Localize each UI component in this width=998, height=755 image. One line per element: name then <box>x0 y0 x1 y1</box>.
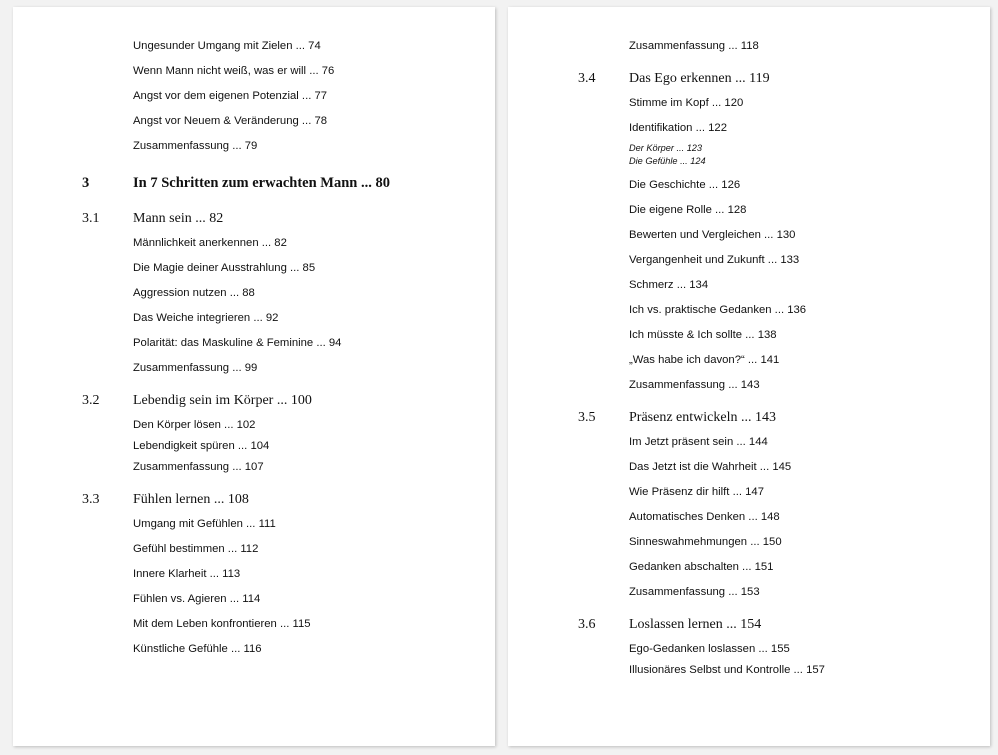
toc-entry-label: Zusammenfassung ... 118 <box>629 40 759 52</box>
toc-entry-label: Den Körper lösen ... 102 <box>133 419 256 431</box>
toc-entry[interactable] <box>82 440 481 453</box>
toc-subentry-label: Die Gefühle ... 124 <box>629 156 706 166</box>
toc-entry[interactable] <box>578 204 976 217</box>
toc-section[interactable] <box>578 410 976 426</box>
toc-entry[interactable] <box>82 543 481 556</box>
toc-entry[interactable] <box>82 568 481 581</box>
toc-entry-label: Das Jetzt ist die Wahrheit ... 145 <box>629 461 792 473</box>
toc-entry[interactable] <box>578 179 976 192</box>
toc-entry-label: Ungesunder Umgang mit Zielen ... 74 <box>133 40 321 52</box>
toc-entry-label: Männlichkeit anerkennen ... 82 <box>133 237 287 249</box>
toc-section-label: Fühlen lernen ... 108 <box>133 492 249 507</box>
toc-section-number: 3.4 <box>578 71 596 86</box>
toc-entry-label: Innere Klarheit ... 113 <box>133 568 241 580</box>
toc-section[interactable] <box>82 393 481 409</box>
toc-entry[interactable] <box>578 486 976 499</box>
toc-entry[interactable] <box>82 65 481 78</box>
toc-entry[interactable] <box>82 287 481 300</box>
toc-entry-label: Fühlen vs. Agieren ... 114 <box>133 593 261 605</box>
toc-entry[interactable] <box>578 561 976 574</box>
toc-entry-label: Angst vor Neuem & Veränderung ... 78 <box>133 115 328 127</box>
toc-entry[interactable] <box>578 461 976 474</box>
page-left-body <box>13 7 495 746</box>
toc-entry-label: Automatisches Denken ... 148 <box>629 511 780 523</box>
toc-section-number: 3.3 <box>82 492 100 507</box>
toc-entry-label: Sinneswahmehmungen ... 150 <box>629 536 782 548</box>
toc-entry-label: Polarität: das Maskuline & Feminine ... 94 <box>133 337 342 349</box>
toc-entry-label: Lebendigkeit spüren ... 104 <box>133 440 270 452</box>
toc-entry-label: „Was habe ich davon?“ ... 141 <box>629 354 780 366</box>
toc-entry-label: Stimme im Kopf ... 120 <box>629 97 744 109</box>
toc-entry[interactable] <box>82 643 481 656</box>
toc-entry[interactable] <box>578 354 976 367</box>
toc-entry[interactable] <box>578 511 976 524</box>
toc-entry[interactable] <box>578 436 976 449</box>
toc-section-number: 3.5 <box>578 410 596 425</box>
toc-section[interactable] <box>578 71 976 87</box>
toc-entry[interactable] <box>578 97 976 110</box>
toc-entry[interactable] <box>82 618 481 631</box>
toc-entry[interactable] <box>82 140 481 153</box>
toc-chapter-label: In 7 Schritten zum erwachten Mann ... 80 <box>133 175 390 191</box>
toc-entry-label: Ich vs. praktische Gedanken ... 136 <box>629 304 807 316</box>
toc-entry[interactable] <box>82 90 481 103</box>
toc-entry[interactable] <box>578 536 976 549</box>
toc-entry-label: Identifikation ... 122 <box>629 122 727 134</box>
toc-chapter[interactable] <box>82 175 481 191</box>
toc-entry-label: Wie Präsenz dir hilft ... 147 <box>629 486 764 498</box>
toc-section-label: Das Ego erkennen ... 119 <box>629 71 770 86</box>
toc-entry-label: Wenn Mann nicht weiß, was er will ... 76 <box>133 65 335 77</box>
toc-section-number: 3.2 <box>82 393 100 408</box>
toc-entry-label: Gefühl bestimmen ... 112 <box>133 543 259 555</box>
toc-entry-label: Vergangenheit und Zukunft ... 133 <box>629 254 800 266</box>
toc-entry[interactable] <box>578 279 976 292</box>
page-left <box>13 7 495 746</box>
toc-chapter-number: 3 <box>82 175 90 191</box>
toc-section-number: 3.1 <box>82 211 100 226</box>
toc-entry[interactable] <box>578 379 976 392</box>
toc-entry[interactable] <box>578 304 976 317</box>
toc-entry-label: Die Magie deiner Ausstrahlung ... 85 <box>133 262 316 274</box>
toc-entry-label: Die eigene Rolle ... 128 <box>629 204 747 216</box>
toc-section[interactable] <box>82 492 481 508</box>
toc-entry-label: Ego-Gedanken loslassen ... 155 <box>629 643 790 655</box>
toc-entry-label: Gedanken abschalten ... 151 <box>629 561 774 573</box>
toc-subentry[interactable] <box>578 143 976 154</box>
toc-entry[interactable] <box>578 254 976 267</box>
toc-section-label: Präsenz entwickeln ... 143 <box>629 410 776 425</box>
toc-section[interactable] <box>578 617 976 633</box>
toc-subentry[interactable] <box>578 156 976 167</box>
toc-entry-label: Mit dem Leben konfrontieren ... 115 <box>133 618 311 630</box>
toc-entry[interactable] <box>82 115 481 128</box>
toc-list-left <box>82 40 481 668</box>
toc-entry[interactable] <box>82 461 481 474</box>
toc-section-label: Mann sein ... 82 <box>133 211 224 226</box>
toc-entry[interactable] <box>82 237 481 250</box>
toc-entry-label: Zusammenfassung ... 79 <box>133 140 258 152</box>
toc-entry-label: Ich müsste & Ich sollte ... 138 <box>629 329 777 341</box>
toc-subentry-label: Der Körper ... 123 <box>629 143 703 153</box>
toc-entry-label: Aggression nutzen ... 88 <box>133 287 255 299</box>
toc-entry-label: Zusammenfassung ... 153 <box>629 586 760 598</box>
toc-entry-label: Angst vor dem eigenen Potenzial ... 77 <box>133 90 328 102</box>
toc-entry[interactable] <box>82 593 481 606</box>
toc-entry-label: Umgang mit Gefühlen ... 111 <box>133 518 276 530</box>
toc-entry-label: Das Weiche integrieren ... 92 <box>133 312 279 324</box>
page-right-body <box>508 7 990 746</box>
toc-entry-label: Im Jetzt präsent sein ... 144 <box>629 436 768 448</box>
toc-entry[interactable] <box>578 122 976 135</box>
toc-entry[interactable] <box>82 262 481 275</box>
toc-entry-label: Illusionäres Selbst und Kontrolle ... 157 <box>629 664 825 676</box>
toc-section[interactable] <box>82 211 481 227</box>
toc-section-label: Loslassen lernen ... 154 <box>629 617 762 632</box>
toc-section-number: 3.6 <box>578 617 596 632</box>
toc-entry[interactable] <box>578 664 976 677</box>
toc-entry-label: Zusammenfassung ... 107 <box>133 461 264 473</box>
toc-entry-label: Bewerten und Vergleichen ... 130 <box>629 229 796 241</box>
toc-entry[interactable] <box>578 329 976 342</box>
toc-entry[interactable] <box>82 40 481 53</box>
toc-entry[interactable] <box>82 337 481 350</box>
toc-entry[interactable] <box>578 586 976 599</box>
toc-entry[interactable] <box>82 362 481 375</box>
toc-entry-label: Künstliche Gefühle ... 116 <box>133 643 262 655</box>
toc-entry-label: Zusammenfassung ... 99 <box>133 362 258 374</box>
toc-entry-label: Schmerz ... 134 <box>629 279 709 291</box>
toc-entry-label: Die Geschichte ... 126 <box>629 179 741 191</box>
page-right <box>508 7 990 746</box>
toc-entry[interactable] <box>82 419 481 432</box>
toc-entry[interactable] <box>578 643 976 656</box>
toc-list-right <box>578 40 976 685</box>
toc-entry[interactable] <box>82 312 481 325</box>
toc-entry[interactable] <box>82 518 481 531</box>
toc-entry-label: Zusammenfassung ... 143 <box>629 379 760 391</box>
toc-entry[interactable] <box>578 40 976 53</box>
toc-section-label: Lebendig sein im Körper ... 100 <box>133 393 312 408</box>
toc-entry[interactable] <box>578 229 976 242</box>
